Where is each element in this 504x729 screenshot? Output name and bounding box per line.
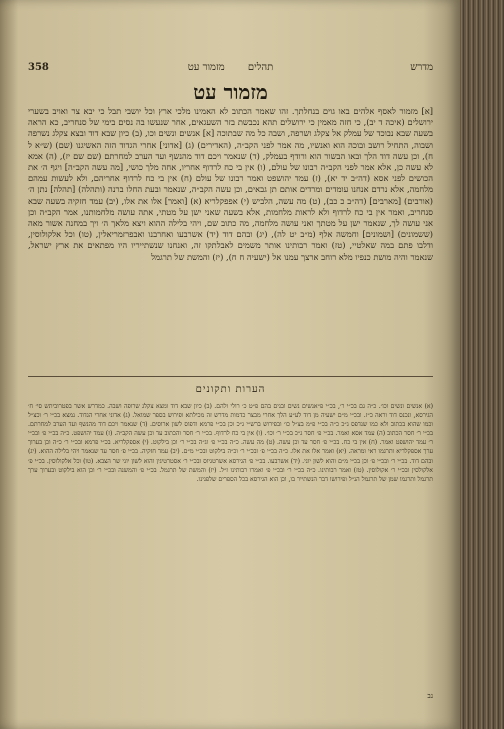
page-title: מזמור עט (193, 80, 268, 104)
running-head-center (28, 62, 433, 73)
main-text-block (28, 106, 433, 263)
running-head (28, 62, 433, 76)
section-divider (28, 376, 433, 377)
notes-title: הערות ותקונים (195, 384, 266, 395)
notes-paragraph: (א) אנשים ונשים וכו׳. כ״ה גם בכ״י ר׳, בכ״י פ״אנשים נשים ובנים בהם פ״ט כ׳ רולי ולהם. (ב) כיון שבא דוד ומצא צקלג שרופה ושבה. כמדרש אשר בפטרוביתש סי׳ ח׳ הגירסא, ונכנס דוד וראה כ״ז. ובכ״י מ״ם ישעיה מן דוד לע״ע הלך אחרי מבצר כדמות מדרש זה מכילתא ופירוש בספר שמואל. (ג) אדוני אחרי הגדוד. נמצא בכ״י ר׳ וכצ״ל וכמו שהוא בכתוב ולא כמו שנדפס ג״כ כ״ה בכ״י פ״מ בצ״ל כו׳ ובפירוש ברש״י ג״כ וכן בכ״י פרמא ודפוס לשון ארוסים. (ד) שנאמר ויכם דוד מהנשף ועד הערב למחרתם. בכ״י ר׳ חסר הכתוב (ה) עמד אסא ואמר. בכ״י פ׳ חסר ג״כ בכ״י ר׳ וכו׳. (ו) אין בי כח לרדוף. בכ״י ר׳ חסר והכתוב עד וכן עשה הקב״ה. (ז) עמד יהושפט. כ״ה בכ״י פ׳ ובכ״י ר׳ עמד יהושפט ואמר. (ח) אין בי כח. בכ״י פ׳ חסר עד וכן עשה. (ט) מה עשה. כ״ה בכ״י פ׳ וג״ה בכ״י ר׳ וכן בילקוט. (י) אספקלריא. בכ״י פרמא ובכ״י ר׳ כ״ה וכן בערוך ערך אספקלריא ותרגמו ראי ומראה. (יא) ואמר אלו את אלו. כ״ה בכ״י פ׳ ובכ״י ר׳ וכ״ה בילקוט ובכ״י מ״ם. (יב) עמד חזקיה. בכ״י פ׳ חסר עד שנאמר ויהי בלילה ההוא. (יג) ובהם דוד. בכ״י ר׳ ובכ״י פ׳ וכן בכ״י מ״ם והוא לשון יוני. (יד) אשרבעו. בכ״י פ׳ הגירסא אשרטגיוס ובכ״י ר׳ אסטרטיגין והוא לשון יוני שר הצבא. (טו) וכל אלקולוסין. בכ״י פ׳ אלקולסין ובכ״י ר׳ אקולוסין. (טז) ואמר רבותינו. כ״ה בכ״י ר׳ ובכ״י פ׳ ואמרו רבותינו ז״ל. (יז) והמשת של תרגמל. בכ״י פ׳ והמשנה ובכ״י ר׳ וכן הוא בילקוט ובערוך ערך תרגמל ותרגמו שמן של תרגמל הנ״ל ופירושו דבר הנשתייר בו, וכן הוא הגירסא בכל הספרים שלפנינו. (28, 403, 433, 483)
running-head-midrash: מדרש (410, 62, 433, 73)
page-number: 358 (28, 62, 49, 73)
signature-mark: נב (427, 692, 433, 700)
main-paragraph: [א] מזמור לאסף אלהים באו גוים בנחלתך. זהו שאמר הכתוב לא האמינו מלכי ארץ וכל יושבי תבל כי יבא צר ואויב בשערי ירושלים (איכה ד יב), כי חזה מאמין כי ירושלים תהא נכבשת בזר השעגאים, אחר שנעשו בה נסים בימי של סנחריב, כא הראה בשעה שבא נבוכד של עמלק אל צקלג ושרפה, ושבה כל מה שבתוכה [א] אנשים ונשים וכו, (ב) כיון שבא דוד ובצא צקלג נשרפה ושבוה, התחיל רושב ובוכה הוא ואנשיו, מה אמר לפני הקב״ה, (האדירים) (ג) [אדוני] אחרי הגדוד הזה האשיגנו (שם) (ש״א ל ח), וכן עשה דוד הלך ובאו הבשור הוא ורודף בעמלק, (ד) שנאמר ויכם דוד מהנשף ועד הערב למחרתם (שם שם יז), (ה) אמא לא עשה כן, אלא אמר לפני הקב״ה רבונו של עולם, (ו) אין בי כח לרדוף אחריו, אחה מלך כושי, [מה עשה הקב״ה] ויגף ה׳ את הכושים לפני אסא (דה״ב יד יא), (ז) עמד יהושפט ואמר רבונו של עולם (ח) אין בי כח לרדוף אחריהם, ולא לעשות עמהם מלחמה, אלא נרדם אנחנו עומדים ומרדים אותם תן גבאים, וכן עשה הקב״ה, שנאמר ובעת החלו ברנה (ותהלה) [תהלה] נתן ה׳ (אורבים) [מארבים] (דה״ב כ כב), (ט) מה עשה, הלביש (י) אפפקלריא (א) [ואמר] אלו את אלו, (יב) עמד חזקיה בשעה שבא סנחריב, ואמר אין בי כח לרדוף ולא לראות מלחמות, אלא בשעה שאני ישן על מטתי, אתה עושה מלחמותנו, אמר הקב״ה וכן אני עושה לך, שנאמר ישן על מטתך ואני עושה מלחמה, מה כתוב שם, ויהי בלילה ההוא ויצא מלאך ה׳ ויך במחנה אשור מאה (ששמונים) [ושמונים] וחמשה אלף (מ״ב יט לה), (יג) ובהם דוד (יד) אשרבעו ואחרבנו ואבפרזמריאלין, (טו) וכל אלקולוסין, ודלבו פתם במה שאלטיי, (טז) ואמר רבותינו אותר משמים לאבלתקו זה, ואנחנו שנשתייריו היו מפתאים את ארץ ישראל, שנאמר והיה מושת כנפיו מלא רוחב ארצך עמנו אל (ישעיה ח ח), (יז) והמשת של תרגמל (27, 106, 433, 262)
book-page-edges (455, 0, 504, 729)
notes-text-block (28, 402, 433, 484)
running-head-psalm-number: מזמור עט (187, 62, 225, 73)
running-head-psalms: תהלים (247, 62, 274, 73)
